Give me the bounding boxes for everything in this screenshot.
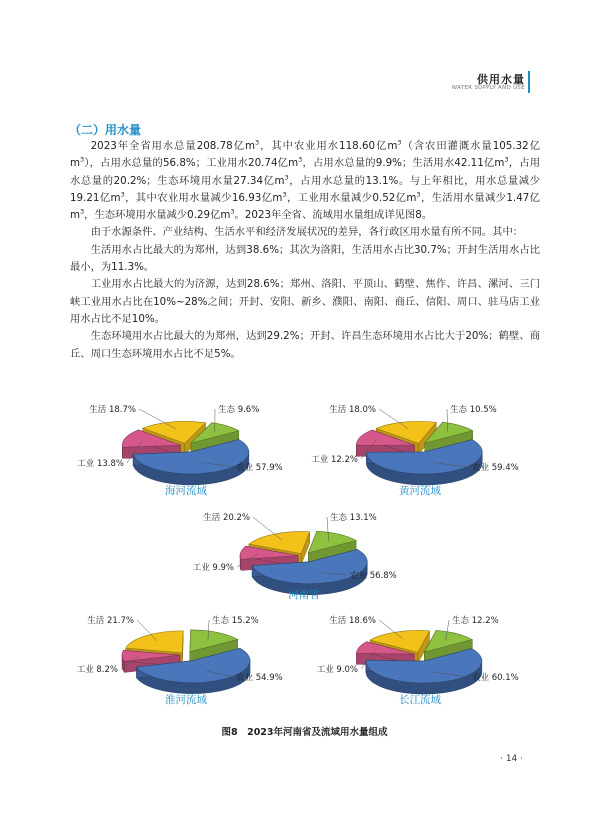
pie-label-农业: 农业 56.8% bbox=[350, 571, 397, 581]
pie-label-工业: 工业 9.0% bbox=[316, 665, 358, 675]
p1-seg: ，生活用水量减少1.47亿m bbox=[70, 191, 540, 222]
running-header-subtitle: WATER SUPPLY AND USE bbox=[451, 85, 525, 91]
p1-seg: 2023年全省用水总量208.78亿m bbox=[90, 140, 256, 152]
pie-chart-0 bbox=[77, 404, 282, 497]
pie-label-农业: 农业 59.4% bbox=[472, 463, 519, 473]
superscript: 3 bbox=[255, 138, 260, 147]
superscript: 3 bbox=[80, 207, 85, 216]
chart-title: 长江流域 bbox=[399, 694, 441, 706]
superscript: 3 bbox=[282, 190, 287, 199]
chart-title: 海河流域 bbox=[165, 485, 207, 497]
p1-seg: ，占用水总量的13.1%。与上年相比，用水总量减少19.21亿m bbox=[70, 174, 540, 204]
p1-seg: ，占用水总量的9.9%；生活用水42.11亿m bbox=[302, 157, 505, 170]
pie-label-生态: 生态 9.6% bbox=[218, 405, 260, 415]
chart-title: 河南省 bbox=[288, 589, 320, 601]
superscript: 3 bbox=[298, 155, 303, 164]
pie-label-农业: 农业 60.1% bbox=[472, 673, 519, 683]
paragraph-domestic: 生活用水占比最大的为郑州，达到38.6%；其次为洛阳，生活用水占比30.7%；开封生活用水占比最小，为11.3%。 bbox=[70, 243, 540, 274]
pie-label-生活: 生活 18.7% bbox=[89, 405, 136, 415]
pie-chart-3 bbox=[77, 615, 283, 706]
p1-seg: ，工业用水量减少0.52亿m bbox=[286, 191, 417, 204]
pie-label-生态: 生态 15.2% bbox=[212, 616, 259, 626]
pie-chart-2 bbox=[193, 512, 397, 601]
pie-label-工业: 工业 13.8% bbox=[77, 459, 124, 469]
pie-label-生活: 生活 20.2% bbox=[203, 513, 250, 523]
p1-seg: ，生态环境用水量减少0.29亿m bbox=[84, 209, 231, 222]
pie-chart-1 bbox=[311, 404, 518, 497]
p1-seg: ，其中农业用水118.60亿m bbox=[259, 140, 398, 152]
pie-label-工业: 工业 8.2% bbox=[76, 665, 118, 675]
p1-seg: ，其中农业用水量减少16.93亿m bbox=[124, 191, 283, 204]
pie-label-生活: 生活 18.6% bbox=[329, 616, 376, 626]
superscript: 3 bbox=[284, 173, 289, 182]
pie-label-生活: 生活 18.0% bbox=[329, 405, 376, 415]
paragraph-differences: 由于水源条件、产业结构、生活水平和经济发展状况的差异，各行政区用水量有所不同。其中： bbox=[90, 226, 524, 239]
pie-label-生态: 生态 10.5% bbox=[450, 405, 497, 415]
p1-seg: 。2023年全省、流域用水量组成详见图8。 bbox=[234, 209, 433, 222]
superscript: 3 bbox=[80, 155, 85, 164]
pie-label-生活: 生活 21.7% bbox=[87, 616, 134, 626]
pie-label-农业: 农业 54.9% bbox=[236, 673, 283, 683]
running-header-title: 供用水量 bbox=[477, 73, 525, 86]
page-number: · 14 · bbox=[500, 754, 523, 764]
chart-title: 淮河流域 bbox=[165, 694, 207, 706]
paragraph-industrial: 工业用水占比最大的为济源，达到28.6%；郑州、洛阳、平顶山、鹤壁、焦作、许昌、漯河、三门峡工业用水占比在10%~28%之间；开封、安阳、新乡、濮阳、南阳、商丘、信阳、周口、驻马店工业用水占比不足10%。 bbox=[70, 278, 540, 325]
superscript: 3 bbox=[120, 190, 125, 199]
pie-label-生态: 生态 13.1% bbox=[330, 513, 377, 523]
pie-chart-4 bbox=[317, 615, 519, 706]
pie-label-工业: 工业 12.2% bbox=[311, 455, 358, 465]
superscript: 3 bbox=[230, 207, 235, 216]
paragraph-ecological: 生态环境用水占比最大的为郑州，达到29.2%；开封、许昌生态环境用水占比大于20%；鹤壁、商丘、周口生态环境用水占比不足5%。 bbox=[70, 330, 540, 360]
p1-seg: （含农田灌溉水量105.32亿m bbox=[70, 140, 540, 170]
pie-label-生态: 生态 12.2% bbox=[452, 616, 499, 626]
superscript: 3 bbox=[416, 190, 421, 199]
chart-title: 黄河流域 bbox=[399, 485, 441, 497]
p1-seg: ，占用水总量的20.2%；生态环境用水量27.34亿m bbox=[70, 157, 541, 187]
p1-seg: ），占用水总量的56.8%；工业用水20.74亿m bbox=[84, 157, 299, 170]
section-title: （二）用水量 bbox=[69, 123, 142, 137]
superscript: 3 bbox=[397, 138, 402, 147]
figure-caption: 图8 2023年河南省及流域用水量组成 bbox=[221, 727, 388, 738]
pie-label-农业: 农业 57.9% bbox=[236, 463, 283, 473]
pie-label-工业: 工业 9.9% bbox=[192, 563, 234, 573]
superscript: 3 bbox=[504, 155, 509, 164]
